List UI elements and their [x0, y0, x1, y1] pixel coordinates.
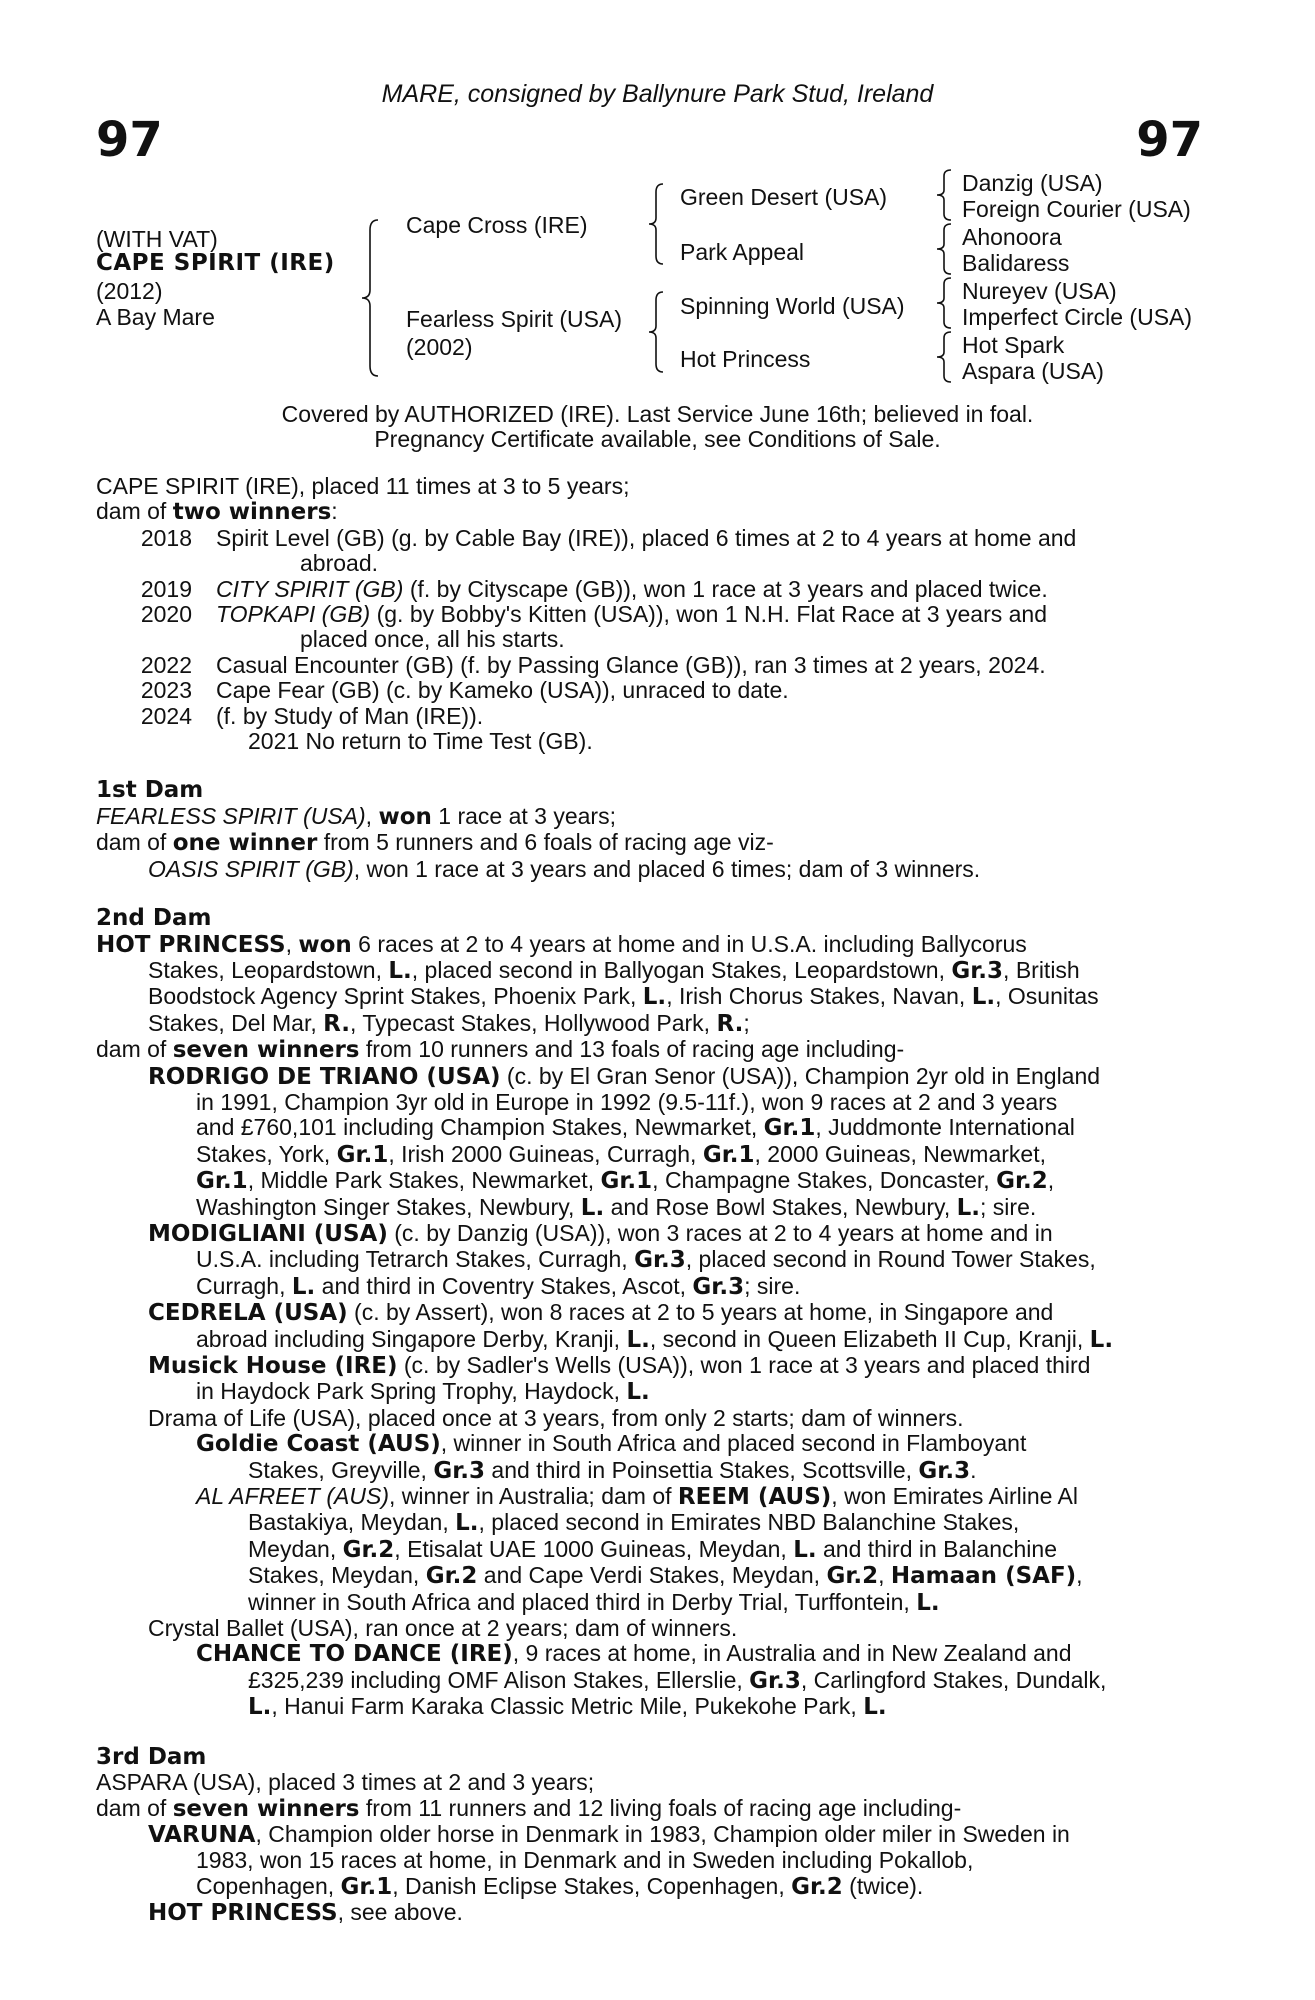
gen3-name: Hot Princess: [680, 346, 811, 372]
grand-offspring-goldie-coast: Goldie Coast (AUS), winner in South Africa and placed second in Flamboyant: [196, 1430, 1027, 1458]
offspring-varuna: VARUNA, Champion older horse in Denmark in 1983, Champion older miler in Sweden in: [148, 1820, 1070, 1848]
second-dam-heading: 2nd Dam: [96, 905, 212, 932]
gen3-name: Green Desert (USA): [680, 184, 888, 210]
produce-row-2023: 2023 Cape Fear (GB) (c. by Kameko (USA)), unraced to date.: [140, 677, 789, 704]
offspring-cont: Stakes, York, Gr.1, Irish 2000 Guineas, Curragh, Gr.1, 2000 Guineas, Newmarket,: [196, 1140, 1046, 1168]
lot-number-right: 97: [1136, 112, 1203, 168]
pedigree-brace-3d: [934, 330, 956, 384]
offspring-crystal-ballet: Crystal Ballet (USA), ran once at 2 years; dam of winners.: [148, 1615, 738, 1642]
second-dam-cont: Stakes, Leopardstown, L., placed second in Ballyogan Stakes, Leopardstown, Gr.3, British: [148, 956, 1080, 984]
second-dam-cont: Stakes, Del Mar, R., Typecast Stakes, Hollywood Park, R.;: [148, 1009, 750, 1037]
offspring-cont: Stakes, Meydan, Gr.2 and Cape Verdi Stakes, Meydan, Gr.2, Hamaan (SAF),: [248, 1562, 1083, 1590]
gen4-name: Foreign Courier (USA): [962, 196, 1191, 222]
lot-number-left: 97: [96, 112, 163, 168]
produce-intro: CAPE SPIRIT (IRE), placed 11 times at 3 to 5 years;: [96, 473, 630, 499]
produce-row-2018: 2018 Spirit Level (GB) (g. by Cable Bay (IRE)), placed 6 times at 2 to 4 years at home and: [140, 524, 1077, 551]
gen4-name: Hot Spark: [962, 332, 1065, 358]
second-dam-cont: Boodstock Agency Sprint Stakes, Phoenix Park, L., Irish Chorus Stakes, Navan, L., Osunitas: [148, 983, 1099, 1011]
offspring-cont: U.S.A. including Tetrarch Stakes, Curragh, Gr.3, placed second in Round Tower Stakes,: [196, 1246, 1096, 1274]
produce-row-cont: placed once, all his starts.: [300, 626, 565, 653]
pedigree-brace-1: [360, 218, 384, 378]
offspring-cont: Meydan, Gr.2, Etisalat UAE 1000 Guineas, Meydan, L. and third in Balanchine: [248, 1535, 1057, 1563]
third-dam-produce: dam of seven winners from 11 runners and 12 living foals of racing age including-: [96, 1794, 962, 1822]
offspring-rodrigo-de-triano: RODRIGO DE TRIANO (USA) (c. by El Gran Senor (USA)), Champion 2yr old in England: [148, 1062, 1101, 1090]
pedigree-brace-2b: [646, 290, 668, 374]
pedigree-brace-3c: [934, 276, 956, 330]
produce-row-2020: 2020 TOPKAPI (GB) (g. by Bobby's Kitten (USA)), won 1 N.H. Flat Race at 3 years and: [140, 601, 1048, 628]
produce-row-2022: 2022 Casual Encounter (GB) (f. by Passing Glance (GB)), ran 3 times at 2 years, 2024.: [140, 651, 1046, 678]
produce-row-2019: 2019 CITY SPIRIT (GB) (f. by Cityscape (GB)), won 1 race at 3 years and placed twice.: [140, 575, 1048, 602]
offspring-cedrela: CEDRELA (USA) (c. by Assert), won 8 races at 2 to 5 years at home, in Singapore and: [148, 1299, 1054, 1327]
first-dam-line: FEARLESS SPIRIT (USA), won 1 race at 3 years;: [96, 802, 616, 830]
gen4-name: Imperfect Circle (USA): [962, 304, 1193, 330]
first-dam-produce: dam of one winner from 5 runners and 6 foals of racing age viz-: [96, 829, 774, 857]
offspring-modigliani: MODIGLIANI (USA) (c. by Danzig (USA)), won 3 races at 2 to 4 years at home and in: [148, 1219, 1053, 1247]
pedigree-brace-3a: [934, 168, 956, 222]
offspring-cont: Curragh, L. and third in Coventry Stakes, Ascot, Gr.3; sire.: [196, 1272, 801, 1300]
consignment-line: MARE, consigned by Ballynure Park Stud, Ireland: [381, 80, 934, 108]
offspring-cont: £325,239 including OMF Alison Stakes, Ellerslie, Gr.3, Carlingford Stakes, Dundalk,: [248, 1666, 1107, 1694]
offspring-cont: Bastakiya, Meydan, L., placed second in Emirates NBD Balanchine Stakes,: [248, 1509, 1020, 1537]
second-dam-produce: dam of seven winners from 10 runners and 13 foals of racing age including-: [96, 1036, 905, 1064]
sire-name: Cape Cross (IRE): [406, 212, 588, 238]
offspring-hot-princess: HOT PRINCESS, see above.: [148, 1899, 463, 1927]
first-dam-offspring: OASIS SPIRIT (GB), won 1 race at 3 years and placed 6 times; dam of 3 winners.: [148, 855, 981, 882]
produce-row-2024: 2024 (f. by Study of Man (IRE)).: [140, 702, 484, 729]
offspring-cont: L., Hanui Farm Karaka Classic Metric Mile, Pukekohe Park, L.: [248, 1693, 887, 1721]
grand-offspring-al-afreet: AL AFREET (AUS), winner in Australia; dam of REEM (AUS), won Emirates Airline Al: [196, 1483, 1079, 1511]
horse-year: (2012): [96, 278, 163, 304]
gen3-name: Spinning World (USA): [680, 293, 905, 319]
catalogue-body: [96, 474, 1200, 1927]
offspring-cont: Gr.1, Middle Park Stakes, Newmarket, Gr.1, Champagne Stakes, Doncaster, Gr.2,: [196, 1167, 1055, 1195]
gen4-name: Balidaress: [962, 250, 1070, 276]
offspring-cont: in Haydock Park Spring Trophy, Haydock, L.: [196, 1378, 650, 1406]
offspring-cont: 1983, won 15 races at home, in Denmark and in Sweden including Pokallob,: [196, 1847, 974, 1874]
offspring-drama-of-life: Drama of Life (USA), placed once at 3 years, from only 2 starts; dam of winners.: [148, 1404, 964, 1431]
offspring-musick-house: Musick House (IRE) (c. by Sadler's Wells (USA)), won 1 race at 3 years and placed third: [148, 1352, 1091, 1379]
offspring-cont: Copenhagen, Gr.1, Danish Eclipse Stakes, Copenhagen, Gr.2 (twice).: [196, 1872, 924, 1900]
offspring-cont: Stakes, Greyville, Gr.3 and third in Poinsettia Stakes, Scottsville, Gr.3.: [248, 1456, 977, 1484]
pedigree-brace-3b: [934, 222, 956, 276]
covered-line-2: Pregnancy Certificate available, see Conditions of Sale.: [374, 426, 941, 452]
horse-name: CAPE SPIRIT (IRE): [96, 250, 335, 276]
produce-no-return: 2021 No return to Time Test (GB).: [248, 728, 593, 755]
dam-name: Fearless Spirit (USA): [406, 306, 622, 332]
covered-line-1: Covered by AUTHORIZED (IRE). Last Service June 16th; believed in foal.: [281, 401, 1034, 427]
second-dam-line: HOT PRINCESS, won 6 races at 2 to 4 years at home and in U.S.A. including Ballycorus: [96, 930, 1027, 958]
gen4-name: Nureyev (USA): [962, 278, 1117, 304]
third-dam-heading: 3rd Dam: [96, 1743, 207, 1770]
vat-note: (WITH VAT): [96, 226, 218, 252]
gen4-name: Danzig (USA): [962, 170, 1103, 196]
gen4-name: Ahonoora: [962, 224, 1062, 250]
pedigree-brace-2a: [646, 182, 668, 266]
offspring-cont: Washington Singer Stakes, Newbury, L. and Rose Bowl Stakes, Newbury, L.; sire.: [196, 1193, 1037, 1221]
first-dam-heading: 1st Dam: [96, 777, 204, 804]
offspring-cont: winner in South Africa and placed third in Derby Trial, Turffontein, L.: [248, 1588, 940, 1616]
horse-description: A Bay Mare: [96, 304, 215, 330]
offspring-cont: abroad including Singapore Derby, Kranji, L., second in Queen Elizabeth II Cup, Kranji, L.: [196, 1325, 1114, 1353]
grand-offspring-chance-to-dance: CHANCE TO DANCE (IRE), 9 races at home, in Australia and in New Zealand and: [196, 1640, 1072, 1668]
offspring-cont: and £760,101 including Champion Stakes, Newmarket, Gr.1, Juddmonte International: [196, 1114, 1075, 1142]
gen4-name: Aspara (USA): [962, 358, 1104, 384]
gen3-name: Park Appeal: [680, 239, 805, 265]
offspring-cont: in 1991, Champion 3yr old in Europe in 1992 (9.5-11f.), won 9 races at 2 and 3 years: [196, 1088, 1058, 1115]
third-dam-line: ASPARA (USA), placed 3 times at 2 and 3 years;: [96, 1769, 595, 1796]
dam-year: (2002): [406, 334, 473, 360]
produce-dam-of: dam of two winners:: [96, 498, 338, 526]
produce-row-cont: abroad.: [300, 550, 379, 577]
